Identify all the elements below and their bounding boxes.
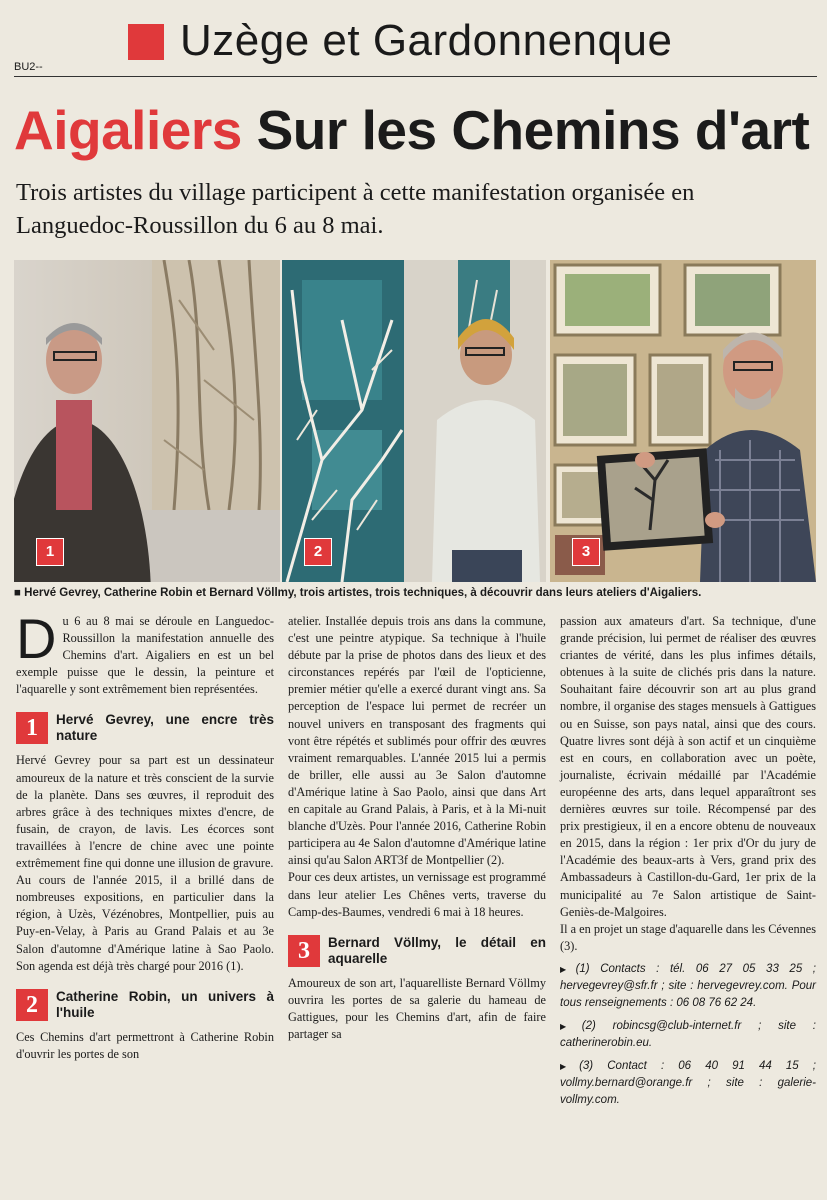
- photo-caption: ■ Hervé Gevrey, Catherine Robin et Bernard Völlmy, trois artistes, trois techniques, à découvrir dans leurs ateliers d'Aigaliers.: [14, 587, 702, 599]
- drop-cap: D: [16, 607, 57, 670]
- triangle-bullet-icon: ▶: [560, 964, 574, 974]
- subhead-1: [16, 712, 274, 744]
- column-1: [16, 607, 274, 1063]
- contact-1-text: (1) Contacts : tél. 06 27 05 33 25 ; hervegevrey@sfr.fr ; site : hervegevrey.com. Pour tous renseignements : 06 08 76 62 24.: [560, 962, 817, 1009]
- photo-herve-gevrey-image: [14, 260, 280, 582]
- subhead-3-number: 3: [288, 935, 320, 967]
- photo-bernard-vollmy-image: [550, 260, 816, 582]
- photo-bernard-vollmy: [550, 260, 816, 582]
- subhead-2-number: 2: [16, 989, 48, 1021]
- herve-paragraph-1: Hervé Gevrey pour sa part est un dessinateur amoureux de la nature et très conscient de la survie de la planète. Dans ses œuvres, il reproduit des arbres grâce à des techniques mixtes d'encre, de fusain, de crayon, de lavis. Les écorces sont travaillées à l'encre de chine avec une pointe extrêmement fine qui donne une illusion de gravure.: [16, 753, 274, 871]
- subhead-2-title: Catherine Robin, un univers à l'huile: [56, 988, 274, 1020]
- subhead-2: [16, 989, 274, 1021]
- herve-paragraph-2: Au cours de l'année 2015, il a brillé dans de nombreuses expositions, en particulier dans la région, à Uzès, Vézénobres, Montpellier, puis au Puy-en-Velay, à Paris au Grand Palais et au 3e Salon d'automne d'Amérique latine à Sao Paolo. Son agenda est déjà très chargé pour 2016 (1).: [16, 873, 274, 973]
- page-code: BU2--: [14, 61, 43, 73]
- contact-3-text: (3) Contact : 06 40 91 44 15 ; vollmy.bernard@orange.fr ; site : galerie-vollmy.com.: [560, 1059, 816, 1106]
- column-2: [288, 613, 546, 1043]
- section-color-mark: [128, 24, 164, 60]
- contact-1: [560, 961, 816, 1012]
- headline-title: Sur les Chemins d'art: [256, 99, 810, 161]
- photo-number-badge: 2: [304, 538, 332, 566]
- catherine-paragraph-1-cont: atelier. Installée depuis trois ans dans la commune, c'est une peintre atypique. Sa technique à l'huile débute par la prise de photos dans des lieux et des circonstances repérés par l'œil de l'opticienne, premier métier qu'elle a exercé durant vingt ans. Sa perception de l'espace lui permet de recréer un nouvel univers en transposant des fragments qui vont être répétés et sublimés pour offrir des œuvres vraiment remarquables. L'année 2015 lui a permis de briller, elle aussi au 3e Salon d'automne d'Amérique latine à Sao Paolo, ainsi que dans Art en capitale au Grand Palais, à Paris, et à la Mi-nuit blanche d'Uzès. Pour l'année 2016, Catherine Robin participera au 4e Salon d'automne d'Amérique latine ainsi qu'au Salon ART3f de Montpellier (2).: [288, 614, 546, 868]
- intro-text: u 6 au 8 mai se déroule en Languedoc-Roussillon la manifestation annuelle des Chemins d'art. Aigaliers en est un bel exemple puisse que le dessin, la peinture et l'aquarelle y sont extrêmement bien représentées.: [16, 614, 274, 697]
- contact-3: [560, 1058, 816, 1109]
- section-title: Uzège et Gardonnenque: [180, 16, 673, 65]
- photo-catherine-robin-image: [282, 260, 546, 582]
- column-3: [560, 613, 816, 1109]
- contact-2: [560, 1018, 816, 1052]
- contact-2-text: (2) robincsg@club-internet.fr ; site : catherinerobin.eu.: [560, 1019, 816, 1049]
- catherine-paragraph-1-start: Ces Chemins d'art permettront à Catherine Robin d'ouvrir les portes de son: [16, 1029, 274, 1061]
- subhead-3: [288, 935, 546, 967]
- triangle-bullet-icon: ▶: [560, 1061, 578, 1071]
- subhead-3-title: Bernard Völlmy, le détail en aquarelle: [328, 934, 546, 966]
- bernard-paragraph-1-cont: passion aux amateurs d'art. Sa technique, d'une grande précision, lui permet de réaliser des œuvres criantes de vérité, dans les plus infimes détails, obtenues à la suite de clichés pris dans la nature. Souhaitant faire découvrir son art au plus grand nombre, il organise des stages mensuels à Gattigues ou en Suisse, son pays natal, ainsi que des cours. Quatre livres sont déjà à son actif et un cinquième est en cours, en collaboration avec un poète, journaliste, écrivain médaillé par l'Académie européenne des arts, dans lequel apparaîtront ses dernières œuvres sur toile. Récompensé par des prix prestigieux, il en a encore obtenu de nouveaux en 2015, dans la région : 1er prix d'Or du jury de l'Académie des beaux-arts à Vers, grand prix des Ambassadeurs à Castillon-du-Gard, 1er prix de la municipalité au 7e Salon artistique de Saint-Geniès-de-Malgoires.: [560, 614, 816, 919]
- headline-place: Aigaliers: [14, 99, 242, 161]
- header-rule: [14, 76, 817, 77]
- bernard-paragraph-1-start: Amoureux de son art, l'aquarelliste Bernard Völlmy ouvrira les portes de sa galerie du hameau de Gattigues, pour les Chemins d'art, afin de faire partager sa: [288, 975, 546, 1041]
- subhead-1-title: Hervé Gevrey, une encre très nature: [56, 712, 274, 744]
- bernard-paragraph-2: Il a en projet un stage d'aquarelle dans les Cévennes (3).: [560, 921, 816, 953]
- photo-catherine-robin: [282, 260, 546, 582]
- photo-number-badge: 1: [36, 538, 64, 566]
- intro-paragraph: [16, 607, 274, 698]
- subhead-1-number: 1: [16, 712, 48, 744]
- triangle-bullet-icon: ▶: [560, 1021, 580, 1031]
- lede: Trois artistes du village participent à cette manifestation organisée en Languedoc-Roussillon du 6 au 8 mai.: [16, 179, 695, 239]
- catherine-paragraph-2: Pour ces deux artistes, un vernissage est programmé dans leur atelier Les Chênes verts, traverse du Camp-des-Baumes, vendredi 6 mai à 18 heures.: [288, 870, 546, 919]
- headline: [14, 98, 809, 162]
- photo-herve-gevrey: [14, 260, 280, 582]
- photo-number-badge: 3: [572, 538, 600, 566]
